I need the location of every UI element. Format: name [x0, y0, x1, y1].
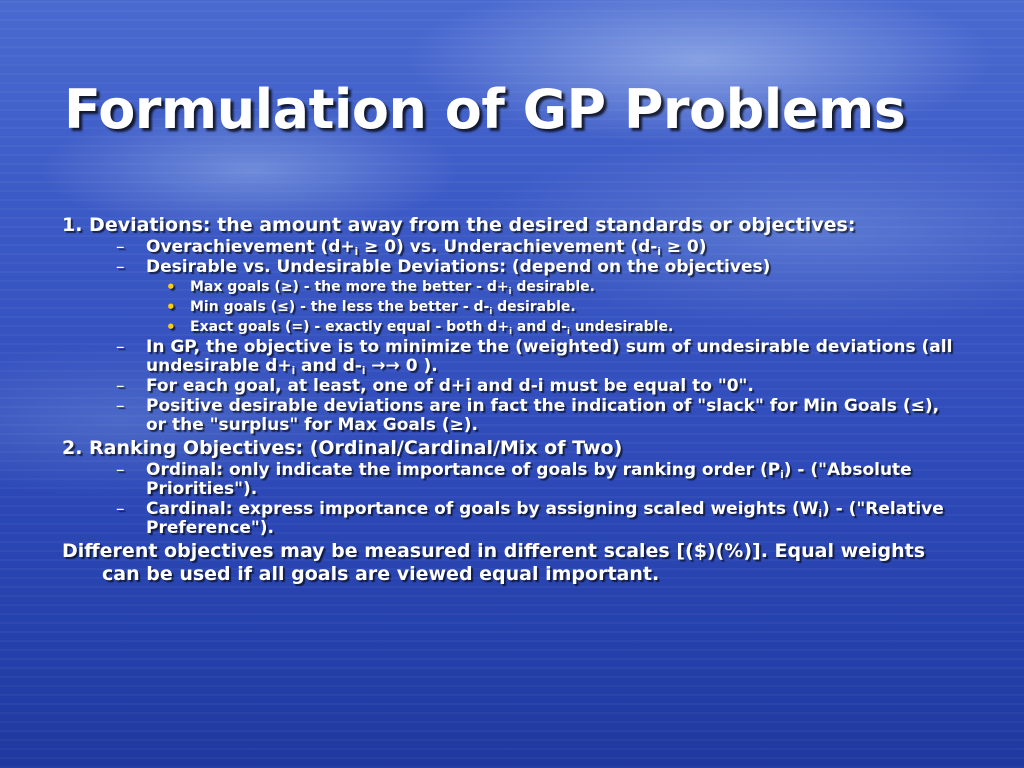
text-fragment: undesirable.	[569, 319, 674, 335]
subpoint-overachievement	[116, 237, 962, 258]
subscript: i	[509, 326, 512, 336]
text-fragment: →→ 0 ).	[365, 356, 438, 376]
point-different-objectives: Different objectives may be measured in different scales [($)(%)]. Equal weights can be used if all goals are viewed equal important.	[62, 540, 926, 585]
dash-marker: –	[116, 460, 125, 480]
text-fragment: For each goal, at least, one of d+i and d-i must be equal to "0".	[146, 376, 754, 396]
dash-marker: –	[116, 376, 125, 396]
subpoint-in-gp	[116, 337, 962, 377]
bullet-icon: •	[166, 318, 176, 336]
subpoint-desirable	[116, 257, 962, 277]
text-fragment: Cardinal: express importance of goals by assigning scaled weights (W	[146, 499, 819, 519]
subscript: i	[291, 366, 296, 377]
subscript: i	[489, 306, 493, 316]
bullet-icon: •	[166, 298, 176, 316]
slide-title: Formulation of GP Problems	[64, 78, 906, 141]
point-ranking: 2. Ranking Objectives: (Ordinal/Cardinal/Mix of Two)	[62, 437, 623, 459]
dash-marker: –	[116, 237, 125, 257]
text-fragment: ≥ 0) vs. Underachievement (d-	[358, 237, 658, 257]
text-fragment: Ordinal: only indicate the importance of goals by ranking order (P	[146, 460, 781, 480]
bullet-exact-goals	[166, 317, 962, 337]
text-fragment: and d-	[295, 356, 362, 376]
subscript: i	[354, 247, 359, 258]
text-fragment: Max goals (≥) - the more the better - d+	[190, 279, 509, 295]
subscript: i	[818, 509, 822, 520]
text-fragment: and d-	[511, 319, 567, 335]
slide-body	[62, 214, 962, 586]
text-fragment: desirable.	[492, 299, 576, 315]
subscript: i	[508, 286, 512, 296]
dash-marker: –	[116, 337, 125, 357]
bullet-max-goals	[166, 277, 962, 297]
bullet-min-goals	[166, 297, 962, 317]
text-fragment: ≥ 0)	[660, 237, 707, 257]
subpoint-each-goal	[116, 376, 962, 396]
text-fragment: Exact goals (=) - exactly equal - both d+	[190, 319, 510, 335]
subpoint-positive	[116, 396, 962, 435]
bullet-icon: •	[166, 278, 176, 296]
subscript: i	[361, 366, 366, 377]
text-fragment: In GP, the objective is to minimize the (weighted) sum of undesirable deviations (all undesirable d+	[146, 337, 953, 376]
point-deviations: 1. Deviations: the amount away from the desired standards or objectives:	[62, 214, 856, 236]
subpoint-ordinal	[116, 460, 962, 499]
text-fragment: ) - ("Relative Preference").	[146, 499, 944, 538]
text-fragment: Positive desirable deviations are in fact the indication of "slack" for Min Goals (≤), or the "surplus" for Max Goals (≥).	[146, 396, 940, 435]
text-fragment: desirable.	[511, 279, 595, 295]
dash-marker: –	[116, 396, 125, 416]
text-fragment: Desirable vs. Undesirable Deviations: (depend on the objectives)	[146, 257, 771, 277]
subpoint-cardinal	[116, 499, 962, 538]
dash-marker: –	[116, 499, 125, 519]
text-fragment: Min goals (≤) - the less the better - d-	[190, 299, 490, 315]
subscript: i	[657, 247, 661, 258]
subscript: i	[780, 470, 784, 481]
dash-marker: –	[116, 257, 125, 277]
subscript: i	[566, 326, 570, 336]
text-fragment: ) - ("Absolute Priorities").	[146, 460, 912, 499]
text-fragment: Overachievement (d+	[146, 237, 355, 257]
